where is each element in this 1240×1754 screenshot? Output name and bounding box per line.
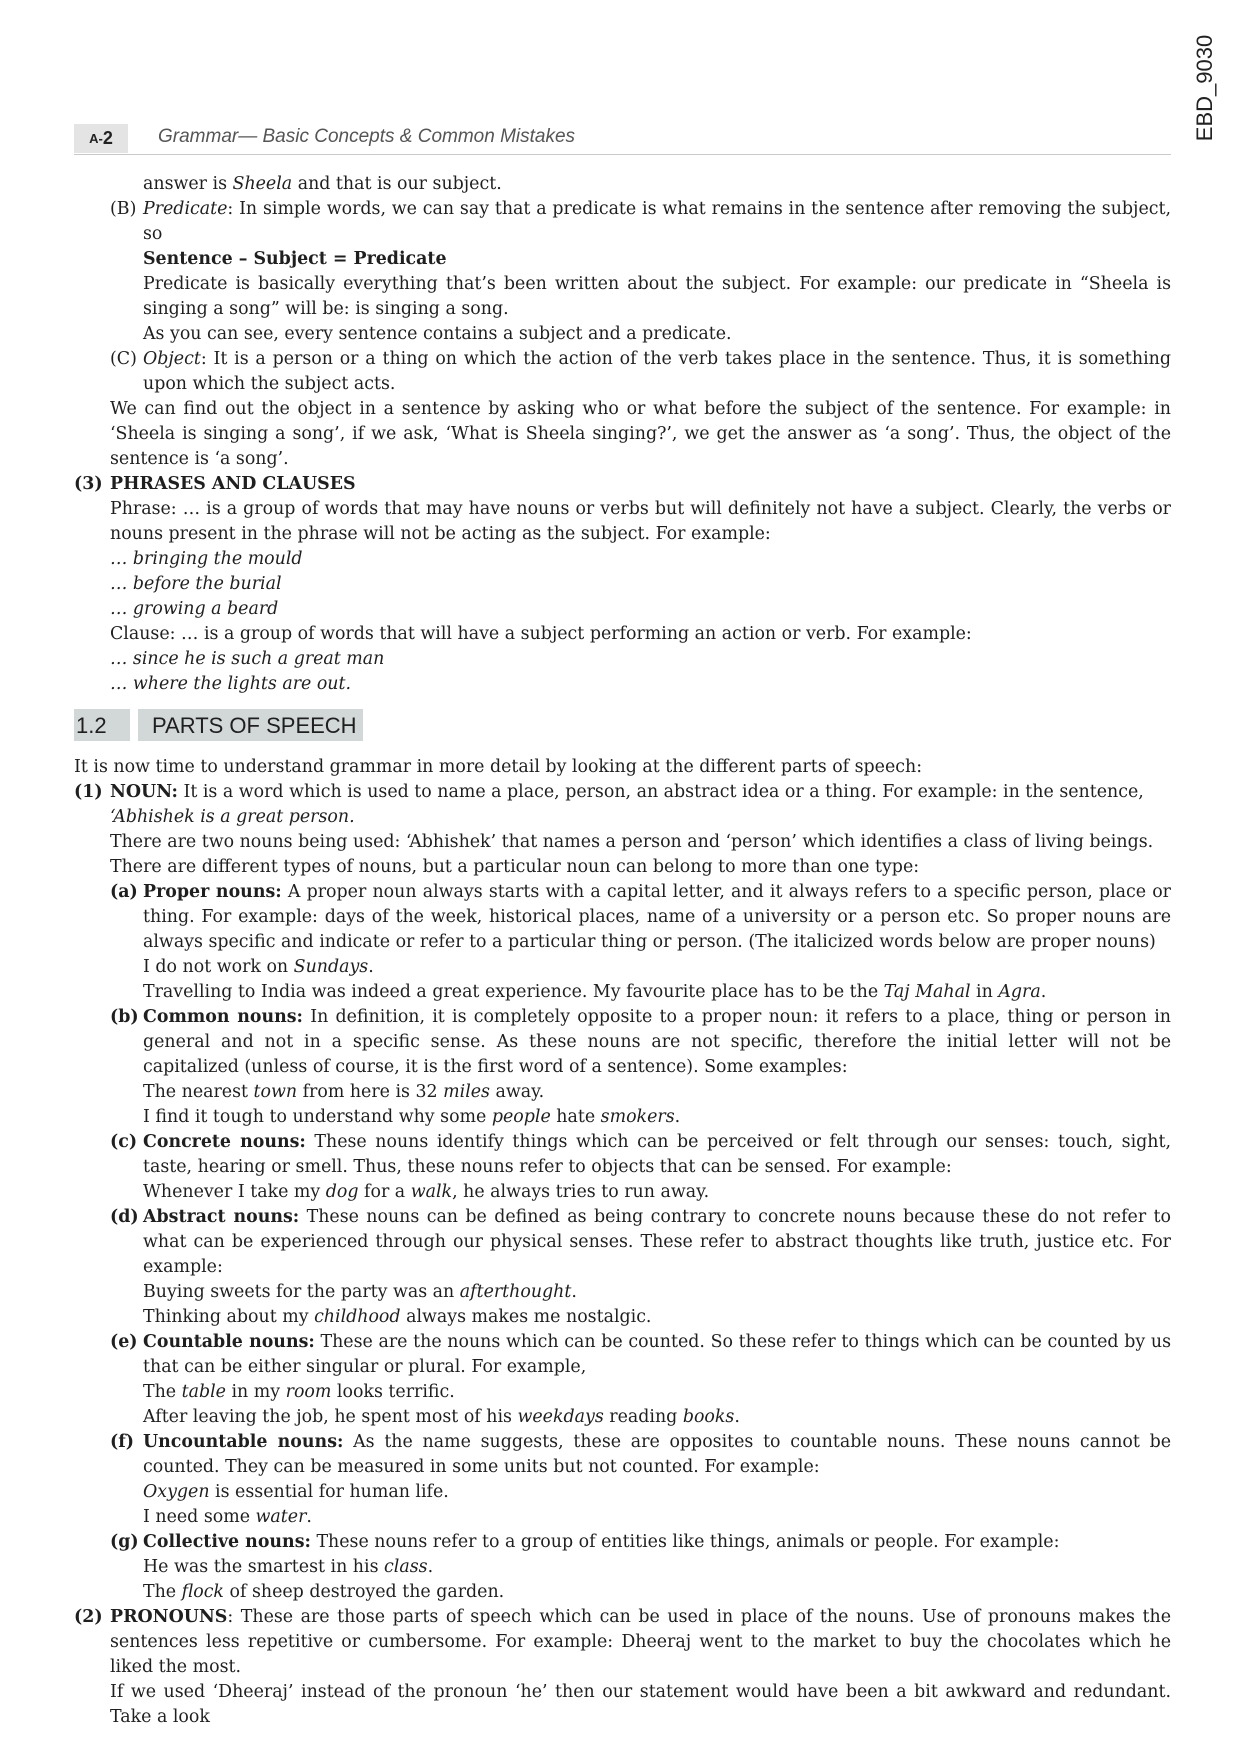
page-prefix: A- (89, 131, 103, 146)
page-header (74, 124, 1171, 155)
predicate-formula: Sentence – Subject = Predicate (143, 249, 447, 269)
example-line: The table in my room looks terrific. (143, 1382, 455, 1402)
noun-paragraph: There are two nouns being used: ‘Abhishek’ that names a person and ‘person’ which identifies a class of living beings. (110, 832, 1154, 852)
section-intro: It is now time to understand grammar in more detail by looking at the different parts of speech: (74, 757, 923, 777)
pronouns-item: (2) PRONOUNS: These are those parts of speech which can be used in place of the nouns. Use of pronouns makes the sentences less repetitive or cumbersome. For example: Dheeraj went to the market to buy the chocolates which he liked the most. (74, 1607, 1171, 1677)
example-line: Travelling to India was indeed a great experience. My favourite place has to be the Taj Mahal in Agra. (143, 982, 1047, 1002)
clause-definition: Clause: … is a group of words that will have a subject performing an action or verb. For example: (110, 624, 972, 644)
item-marker: (B) (110, 199, 137, 219)
example-line: The nearest town from here is 32 miles away. (143, 1082, 545, 1102)
section-title: PARTS OF SPEECH (138, 709, 363, 741)
example-line: Whenever I take my dog for a walk, he always tries to run away. (143, 1182, 710, 1202)
pronouns-paragraph: If we used ‘Dheeraj’ instead of the pronoun ‘he’ then our statement would have been a bit awkward and redundant. Take a look (110, 1682, 1171, 1727)
example-line: Thinking about my childhood always makes me nostalgic. (143, 1307, 652, 1327)
example-line: He was the smartest in his class. (143, 1557, 434, 1577)
concrete-nouns-item: (c) Concrete nouns: These nouns identify things which can be perceived or felt through our senses: touch, sight, taste, hearing or smell. Thus, these nouns refer to objects that can be sensed. For example: (110, 1132, 1172, 1177)
example-line: I do not work on Sundays. (143, 957, 374, 977)
item-marker: (C) (110, 349, 137, 369)
page-number: 2 (102, 128, 113, 148)
phrase-example: … before the burial (110, 574, 282, 594)
object-item: (C) Object: It is a person or a thing on which the action of the verb takes place in the sentence. Thus, it is something upon which the subject acts. (110, 349, 1171, 394)
example-line: Buying sweets for the party was an afterthought. (143, 1282, 577, 1302)
clause-example: … where the lights are out. (110, 674, 352, 694)
running-title: Grammar— Basic Concepts & Common Mistakes (158, 126, 576, 147)
example-line: The flock of sheep destroyed the garden. (143, 1582, 505, 1602)
example-line: After leaving the job, he spent most of his weekdays reading books. (143, 1407, 740, 1427)
document-code-text: EBD_9030 (1192, 34, 1217, 142)
example-line: I find it tough to understand why some people hate smokers. (143, 1107, 681, 1127)
phrase-example: … growing a beard (110, 599, 279, 619)
collective-nouns-item: (g) Collective nouns: These nouns refer to a group of entities like things, animals or people. For example: (110, 1532, 1060, 1552)
uncountable-nouns-item: (f) Uncountable nouns: As the name suggests, these are opposites to countable nouns. These nouns cannot be counted. They can be measured in some units but not counted. For example: (110, 1432, 1171, 1477)
document-code (1188, 30, 1222, 146)
countable-nouns-item: (e) Countable nouns: These are the nouns which can be counted. So these refer to things which can be counted by us that can be either singular or plural. For example, (110, 1332, 1172, 1377)
page-number-box (74, 124, 128, 153)
phrases-heading: (3) PHRASES AND CLAUSES (74, 474, 356, 494)
example-line: I need some water. (143, 1507, 312, 1527)
abstract-nouns-item: (d) Abstract nouns: These nouns can be defined as being contrary to concrete nouns because these do not refer to what can be experienced through our physical senses. These refer to abstract thoughts like truth, justice etc. For example: (110, 1207, 1171, 1277)
example-line: Oxygen is essential for human life. (143, 1482, 449, 1502)
noun-item: (1) NOUN: It is a word which is used to name a place, person, an abstract idea or a thing. For example: in the sentence, (74, 782, 1144, 802)
predicate-summary: As you can see, every sentence contains a subject and a predicate. (143, 324, 732, 344)
page-body (74, 172, 1171, 1730)
object-find-paragraph: We can find out the object in a sentence by asking who or what before the subject of the sentence. For example: in ‘Sheela is singing a song’, if we ask, ‘What is Sheela singing?’, we get the answer as ‘a song’. Thus, the object of the sentence is ‘a song’. (110, 399, 1171, 469)
phrase-example: … bringing the mould (110, 549, 303, 569)
phrase-definition: Phrase: … is a group of words that may have nouns or verbs but will definitely not have a subject. Clearly, the verbs or nouns present in the phrase will not be acting as the subject. For example: (110, 499, 1171, 544)
common-nouns-item: (b) Common nouns: In definition, it is completely opposite to a proper noun: it refers to a place, thing or person in general and not in a specific sense. As these nouns are not specific, therefore the initial letter will not be capitalized (unless of course, it is the first word of a sentence). Some examples: (110, 1007, 1171, 1077)
clause-example: … since he is such a great man (110, 649, 385, 669)
section-number: 1.2 (74, 709, 130, 741)
subject-answer-line: answer is Sheela and that is our subject. (143, 174, 502, 194)
proper-nouns-item: (a) Proper nouns: A proper noun always starts with a capital letter, and it always refers to a specific person, place or thing. For example: days of the week, historical places, name of a university or a person etc. So proper nouns are always specific and indicate or refer to a particular thing or person. (The italicized words below are proper nouns) (110, 882, 1171, 952)
section-heading (74, 709, 1171, 741)
noun-paragraph: There are different types of nouns, but a particular noun can belong to more than one type: (110, 857, 920, 877)
predicate-item: (B) Predicate: In simple words, we can say that a predicate is what remains in the sentence after removing the subject, so (110, 199, 1171, 244)
noun-example: ‘Abhishek is a great person. (110, 807, 355, 827)
predicate-explanation: Predicate is basically everything that’s been written about the subject. For example: our predicate in “Sheela is singing a song” will be: is singing a song. (143, 274, 1171, 319)
